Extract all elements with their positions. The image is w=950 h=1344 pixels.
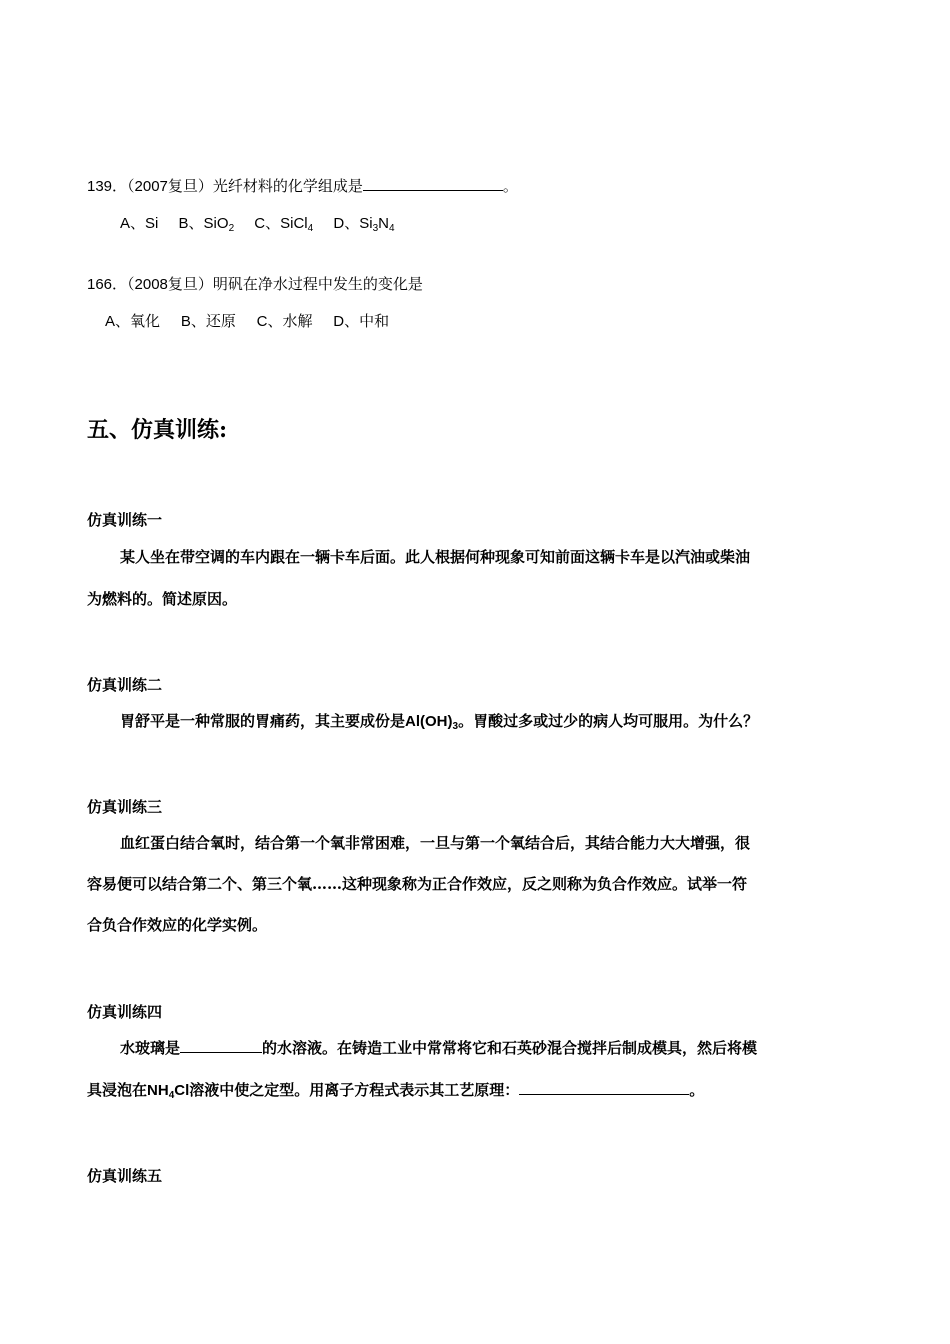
training-2-title: 仿真训练二 <box>87 676 163 694</box>
option-a: A、氧化 <box>105 312 161 330</box>
section-heading: 五、仿真训练: <box>87 417 228 443</box>
question-stem: 明矾在净水过程中发生的变化是 <box>212 275 423 293</box>
question-number: 166． <box>87 276 128 293</box>
option-b: B、还原 <box>180 312 236 330</box>
training-1-title: 仿真训练一 <box>87 511 163 529</box>
training-4-line-2: 具浸泡在$NH_4Cl$溶液中使之定型。用离子方程式表示其工艺原理： 。 <box>87 1081 705 1101</box>
question-source: （2008复旦） <box>127 276 213 293</box>
option-d: D、$Si_3N_4$ <box>333 215 395 234</box>
question-number: 139． <box>87 178 128 195</box>
answer-blank <box>363 176 503 191</box>
chemical-formula: Al(OH) <box>405 713 453 730</box>
option-d: D、中和 <box>333 312 390 330</box>
training-5-title: 仿真训练五 <box>87 1167 163 1185</box>
training-3-line-3: 合负合作效应的化学实例。 <box>87 916 268 934</box>
training-1-line-2: 为燃料的。简述原因。 <box>87 590 238 608</box>
answer-blank <box>180 1038 262 1053</box>
training-4-title: 仿真训练四 <box>87 1003 163 1021</box>
chemical-formula: NH <box>147 1082 169 1099</box>
option-c: C、SiCl$_4$ <box>254 215 314 234</box>
option-a: A、Si <box>120 215 159 232</box>
question-139-options <box>120 214 411 234</box>
training-4-line-1: 水玻璃是 的水溶液。在铸造工业中常常将它和石英砂混合搅拌后制成模具，然后将模 <box>120 1039 758 1057</box>
question-166 <box>87 274 423 295</box>
training-3-line-1: 血红蛋白结合氧时，结合第一个氧非常困难，一旦与第一个氧结合后，其结合能力大大增强，很 <box>120 834 751 852</box>
question-166-options <box>105 311 405 332</box>
option-c: C、水解 <box>256 312 313 330</box>
question-source: （2007复旦） <box>127 178 213 195</box>
training-1-line-1: 某人坐在带空调的车内跟在一辆卡车后面。此人根据何种现象可知前面这辆卡车是以汽油或柴油 <box>120 548 751 566</box>
answer-blank <box>519 1080 689 1095</box>
training-3-line-2: 容易便可以结合第二个、第三个氧……这种现象称为正合作效应，反之则称为负合作效应。试举一符 <box>87 875 748 893</box>
question-end: 。 <box>502 177 518 195</box>
option-b: B、SiO$_2$ <box>178 215 235 234</box>
training-2-line-1: 胃舒平是一种常服的胃痛药，其主要成份是$Al(OH)_3$。胃酸过多或过少的病人均可服用。为什么？ <box>120 712 759 732</box>
training-3-title: 仿真训练三 <box>87 798 163 816</box>
question-139 <box>87 176 518 197</box>
question-stem: 光纤材料的化学组成是 <box>212 177 363 195</box>
